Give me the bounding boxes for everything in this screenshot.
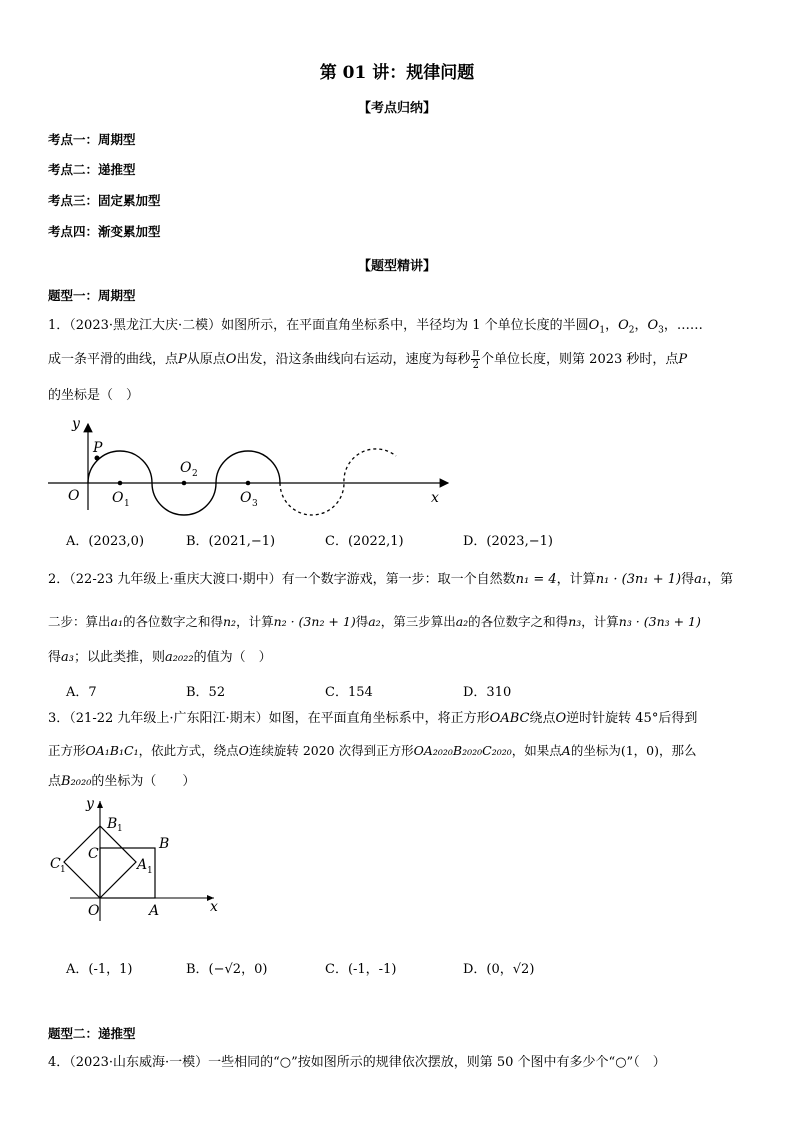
q3-oabc: OABC <box>489 711 530 726</box>
q2-a1: a₁ <box>694 572 708 587</box>
q3-b2020: B₂₀₂₀ <box>61 774 92 789</box>
q2-option-b[interactable]: B．52 <box>186 685 226 700</box>
q2-text9: ，第三步算出 <box>380 614 456 629</box>
page-title: 第 01 讲：规律问题 <box>319 63 475 83</box>
q3-label-c1: C <box>50 856 61 872</box>
q3-text4: 正方形 <box>48 743 86 758</box>
q3-label-c1-sub: 1 <box>60 865 66 875</box>
q3-label-b1: B <box>107 816 118 832</box>
q1-label-o2-sub: 2 <box>192 469 198 479</box>
q3-label-b1-sub: 1 <box>117 824 123 834</box>
q1-o2-dot <box>182 481 187 486</box>
q1-text4: 出发，沿这条曲线向右运动，速度为每秒 <box>236 352 471 367</box>
q1-frac-den: 2 <box>472 360 479 371</box>
q1-comma2: ， <box>634 318 648 333</box>
q1-point-o: O <box>225 352 237 367</box>
q1-line2 <box>48 348 687 371</box>
q3-text10: 的坐标为（ ） <box>91 774 196 789</box>
q2-text7: ，计算 <box>236 614 274 629</box>
q2-expr2: n₂ · (3n₂ + 1) <box>273 614 356 629</box>
q3-figure <box>48 795 228 925</box>
q2-text: 2．（22-23 九年级上·重庆大渡口·期中）有一个数字游戏，第一步：取一个自然数 <box>48 572 516 587</box>
q1-label-o1-sub: 1 <box>124 499 130 509</box>
q2-text6: 的各位数字之和得 <box>122 614 223 629</box>
kaodian-item-1: 考点一：周期型 <box>48 132 136 147</box>
q2-option-d[interactable]: D．310 <box>463 685 512 700</box>
q2-line3 <box>48 650 272 666</box>
q1-option-d[interactable]: D．(2023,−1) <box>463 534 553 549</box>
q3-square2020: OA₂₀₂₀B₂₀₂₀C₂₀₂₀ <box>413 743 512 758</box>
q1-o1: O <box>588 318 600 333</box>
q1-frac-num: π <box>472 348 480 359</box>
q1-o1-dot <box>118 481 123 486</box>
q1-figure <box>44 410 464 520</box>
q1-option-c[interactable]: C．(2022,1) <box>325 534 404 549</box>
q1-point-p2: P <box>678 352 688 367</box>
q3-option-c[interactable]: C．(-1，-1) <box>325 962 397 977</box>
q1-line3: 的坐标是（ ） <box>48 388 140 403</box>
q3-label-a: A <box>149 903 160 919</box>
q1-text5: 个单位长度，则第 2023 秒时，点 <box>481 352 679 367</box>
q2-n3: n₃ <box>568 614 582 629</box>
q3-square1: OA₁B₁C₁ <box>85 743 139 758</box>
tixing-2-heading: 题型二：递推型 <box>48 1026 136 1041</box>
q3-option-d[interactable]: D．(0，√2) <box>463 962 535 977</box>
q2-expr1: n₁ · (3n₁ + 1) <box>595 572 682 587</box>
q2-n2: n₂ <box>223 614 237 629</box>
q3-option-a[interactable]: A．(-1，1) <box>66 962 133 977</box>
q3-label-a1: A <box>137 857 148 873</box>
q2-text8: 得 <box>355 614 369 629</box>
q2-text12: 得 <box>48 650 62 665</box>
q2-text10: 的各位数字之和得 <box>468 614 569 629</box>
q2-option-c[interactable]: C．154 <box>325 685 373 700</box>
q2-n1: n₁ = 4 <box>515 572 557 587</box>
q1-label-o2: O <box>180 460 192 476</box>
q1-fraction <box>471 348 480 371</box>
q3-point-o2: O <box>238 743 249 758</box>
q3-label-x: x <box>210 899 218 915</box>
q3-text9: 点 <box>48 774 62 789</box>
tixing-heading: 【题型精讲】 <box>357 259 436 274</box>
q1-label-o3-sub: 3 <box>252 499 258 509</box>
q3-label-a1-sub: 1 <box>147 866 153 876</box>
q2-text14: 的值为（ ） <box>193 650 272 665</box>
q2-option-a[interactable]: A．7 <box>66 685 97 700</box>
q1-text2: 成一条平滑的曲线，点 <box>48 352 179 367</box>
q3-label-b: B <box>159 836 170 852</box>
q1-label-o1: O <box>112 490 124 506</box>
q3-option-b[interactable]: B．(−√2，0) <box>186 962 268 977</box>
q2-a1b: a₁ <box>110 614 123 629</box>
q1-label-o3: O <box>240 490 252 506</box>
q3-text3: 逆时针旋转 45°后得到 <box>566 711 698 726</box>
q2-text5: 二步：算出 <box>48 614 111 629</box>
q3-text8: 的坐标为(1，0)，那么 <box>570 743 697 758</box>
kaodian-item-2: 考点二：递推型 <box>48 162 136 177</box>
q4-line1: 4．（2023·山东威海·一模）一些相同的“○”按如图所示的规律依次摆放，则第 50 个图中有多少个“○”（ ） <box>48 1055 666 1070</box>
q2-line1 <box>48 572 733 588</box>
q2-text4: ，第 <box>707 572 734 587</box>
q1-curve-dashed <box>280 449 396 515</box>
q1-option-b[interactable]: B．(2021,−1) <box>186 534 276 549</box>
q3-label-y: y <box>86 796 94 812</box>
q3-text: 3．（21-22 九年级上·广东阳江·期末）如图，在平面直角坐标系中，将正方形 <box>48 711 490 726</box>
q3-text7: ，如果点 <box>511 743 562 758</box>
q2-a2b: a₂ <box>455 614 469 629</box>
q1-option-a[interactable]: A．(2023,0) <box>66 534 145 549</box>
q1-line1: 1．（2023·黑龙江大庆·二模）如图所示，在平面直角坐标系中，半径均为 1 个单位长度的半圆$O_1$，$O_2$，$O_3$，…… <box>48 318 703 336</box>
q1-o3-dot <box>246 481 251 486</box>
q2-text13: ；以此类推，则 <box>73 650 165 665</box>
q1-point-p: P <box>178 352 187 367</box>
q3-line2 <box>48 743 697 759</box>
q3-point-o: O <box>555 711 567 726</box>
kaodian-item-3: 考点三：固定累加型 <box>48 193 161 208</box>
q2-text2: ，计算 <box>556 572 596 587</box>
q1-ellipsis: ，…… <box>663 318 703 333</box>
q2-a2: a₂ <box>368 614 381 629</box>
q3-text5: ，依此方式，绕点 <box>138 743 239 758</box>
kaodian-heading: 【考点归纳】 <box>357 101 436 116</box>
q3-text2: 绕点 <box>529 711 556 726</box>
q3-label-o: O <box>88 903 100 919</box>
q1-label-o: O <box>68 488 80 504</box>
q1-point-p-dot <box>95 456 100 461</box>
q3-line3 <box>48 774 195 790</box>
q2-text3: 得 <box>681 572 695 587</box>
q3-point-a: A <box>561 743 571 758</box>
tixing-1-heading: 题型一：周期型 <box>48 288 136 303</box>
q3-line1 <box>48 711 697 727</box>
kaodian-item-4: 考点四：渐变累加型 <box>48 224 161 239</box>
q1-comma: ， <box>605 318 619 333</box>
q2-a2022: a₂₀₂₂ <box>165 650 194 665</box>
q1-text3: 从原点 <box>186 352 226 367</box>
q1-label-x: x <box>431 490 439 506</box>
q2-a3: a₃ <box>61 650 74 665</box>
q2-expr3: n₃ · (3n₃ + 1) <box>618 614 701 629</box>
q1-label-y: y <box>72 416 80 432</box>
q1-label-p: P <box>93 440 103 456</box>
q2-line2 <box>48 614 701 630</box>
q2-text11: ，计算 <box>581 614 619 629</box>
q1-text: 1．（2023·黑龙江大庆·二模）如图所示，在平面直角坐标系中，半径均为 1 个单位长度的半圆 <box>48 318 589 333</box>
q3-label-c: C <box>88 846 99 862</box>
q3-text6: 连续旋转 2020 次得到正方形 <box>248 743 414 758</box>
